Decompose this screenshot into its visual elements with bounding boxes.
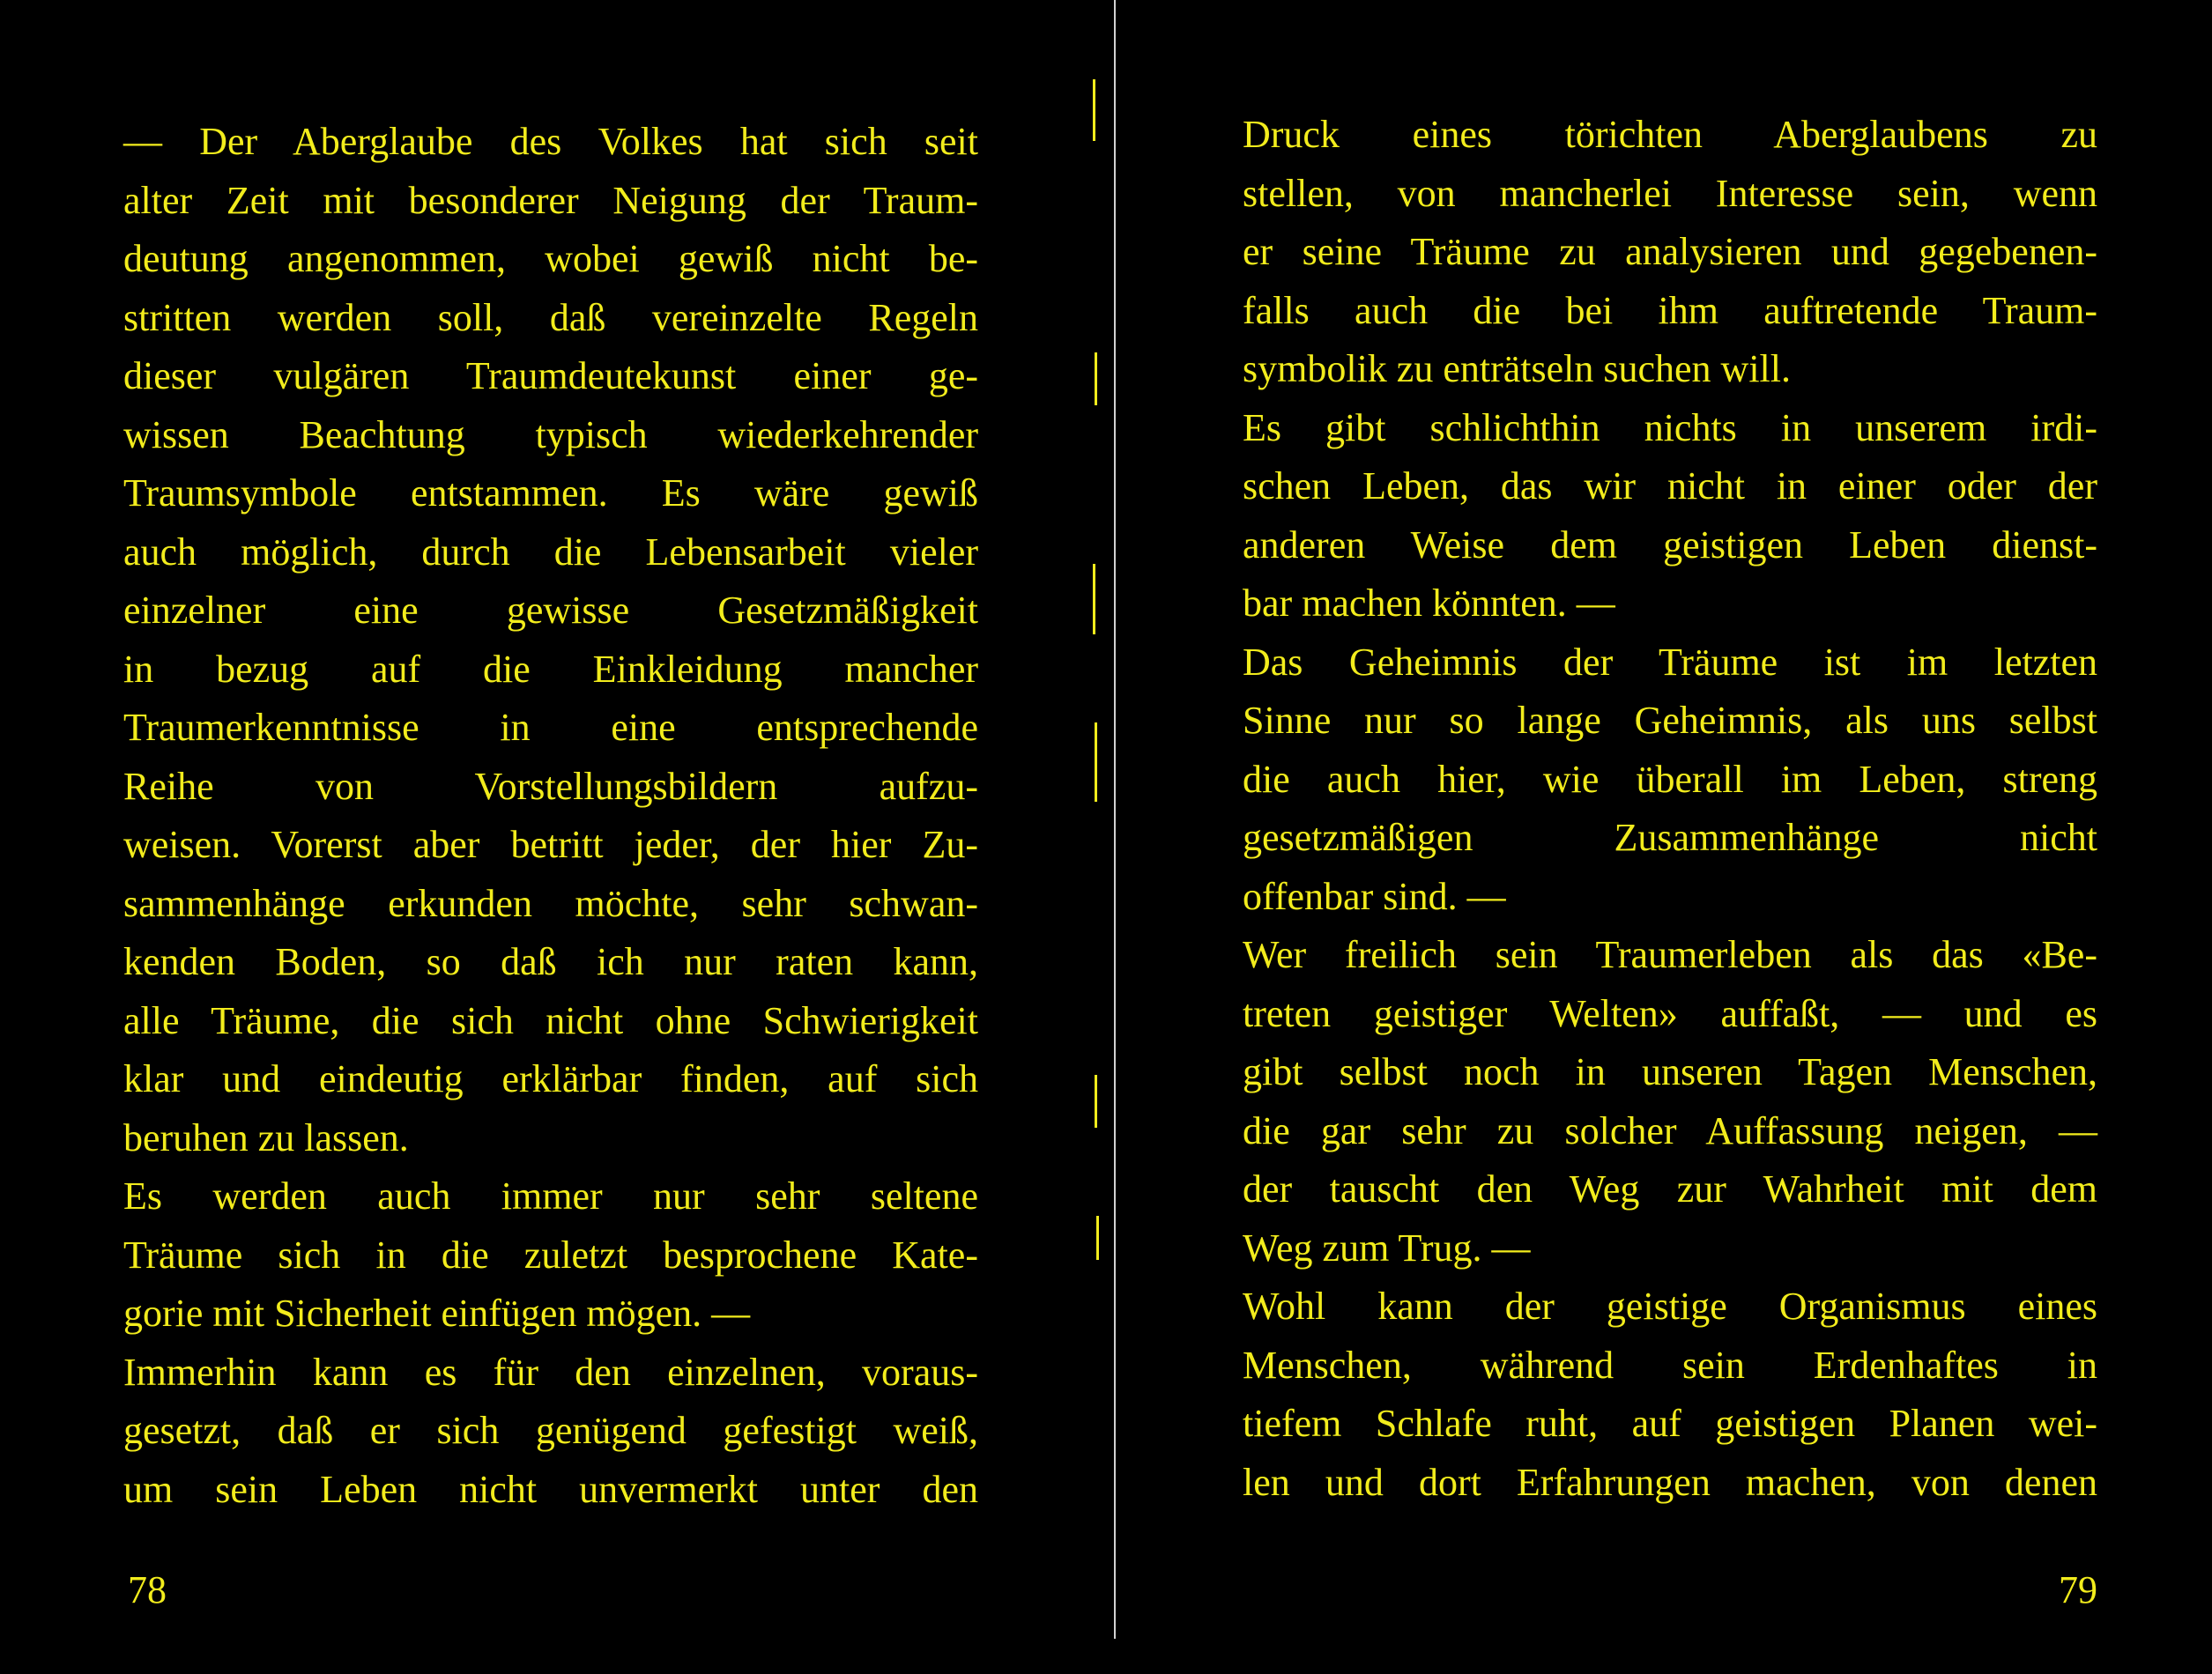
text-line: gesetzmäßigen Zusammenhänge nicht (1243, 816, 2097, 859)
text-line: treten geistiger Welten» auffaßt, — und es (1243, 991, 2097, 1035)
gutter-divider (1114, 0, 1116, 1639)
text-line: wissen Beachtung typisch wiederkehrender (123, 412, 978, 456)
text-line: bar machen könnten. — (1243, 581, 1615, 625)
text-line: alle Träume, die sich nicht ohne Schwierigkeit (123, 998, 978, 1042)
gutter-mark (1096, 1216, 1099, 1260)
text-line: Traumsymbole entstammen. Es wäre gewiß (123, 471, 978, 515)
text-line: Sinne nur so lange Geheimnis, als uns selbst (1243, 699, 2097, 742)
text-line: falls auch die bei ihm auftretende Traum- (1243, 288, 2097, 332)
text-line: Träume sich in die zuletzt besprochene Kate- (123, 1233, 978, 1277)
text-line: tiefem Schlafe ruht, auf geistigen Planen wei- (1243, 1402, 2097, 1445)
text-line: klar und eindeutig erklärbar finden, auf sich (123, 1057, 978, 1100)
gutter-mark (1095, 352, 1097, 405)
text-line: schen Leben, das wir nicht in einer oder der (1243, 464, 2097, 507)
text-line: offenbar sind. — (1243, 874, 1506, 918)
text-line: gorie mit Sicherheit einfügen mögen. — (123, 1292, 751, 1335)
text-line: in bezug auf die Einkleidung mancher (123, 647, 978, 691)
left-page-text (123, 113, 978, 1519)
text-line: um sein Leben nicht unvermerkt unter den (123, 1467, 978, 1511)
text-line: symbolik zu enträtseln suchen will. (1243, 347, 1791, 390)
text-line: Immerhin kann es für den einzelnen, voraus- (123, 1350, 978, 1394)
text-line: gibt selbst noch in unseren Tagen Menschen, (1243, 1050, 2097, 1093)
text-line: er seine Träume zu analysieren und gegebenen- (1243, 230, 2097, 273)
text-line: deutung angenommen, wobei gewiß nicht be- (123, 237, 978, 280)
text-line: anderen Weise dem geistigen Leben dienst- (1243, 522, 2097, 567)
page-number-left: 78 (128, 1568, 167, 1611)
text-line: der tauscht den Weg zur Wahrheit mit dem (1243, 1167, 2097, 1211)
text-line: kenden Boden, so daß ich nur raten kann, (123, 940, 978, 983)
text-line: Es gibt schlichthin nichts in unserem irdi- (1243, 405, 2097, 449)
text-line: die gar sehr zu solcher Auffassung neigen, — (1243, 1108, 2097, 1152)
text-line: weisen. Vorerst aber betritt jeder, der hier Zu- (123, 823, 978, 866)
text-line: Druck eines törichten Aberglaubens zu (1243, 113, 2097, 156)
text-line: sammenhänge erkunden möchte, sehr schwan- (123, 881, 978, 925)
text-line: — Der Aberglaube des Volkes hat sich seit (123, 120, 978, 163)
text-line: Wer freilich sein Traumerleben als das «Be- (1243, 933, 2097, 976)
right-page-text (1243, 106, 2097, 1512)
text-line: einzelner eine gewisse Gesetzmäßigkeit (123, 589, 978, 632)
text-line: dieser vulgären Traumdeutekunst einer ge- (123, 354, 978, 397)
text-line: stritten werden soll, daß vereinzelte Regeln (123, 295, 978, 339)
text-line: stellen, von mancherlei Interesse sein, wenn (1243, 171, 2097, 215)
text-line: len und dort Erfahrungen machen, von denen (1243, 1460, 2097, 1504)
text-line: auch möglich, durch die Lebensarbeit vieler (123, 530, 978, 574)
page-number-right: 79 (2059, 1568, 2097, 1611)
gutter-mark (1093, 564, 1095, 634)
text-line: gesetzt, daß er sich genügend gefestigt weiß, (123, 1409, 978, 1452)
gutter-mark (1093, 79, 1095, 141)
text-line: Reihe von Vorstellungsbildern aufzu- (123, 764, 978, 808)
text-line: alter Zeit mit besonderer Neigung der Traum- (123, 178, 978, 222)
text-line: Es werden auch immer nur sehr seltene (123, 1174, 978, 1218)
text-line: Menschen, während sein Erdenhaftes in (1243, 1343, 2097, 1387)
gutter-mark (1095, 1075, 1097, 1128)
text-line: Das Geheimnis der Träume ist im letzten (1243, 640, 2097, 684)
text-line: beruhen zu lassen. (123, 1115, 409, 1159)
text-line: Traumerkenntnisse in eine entsprechende (123, 706, 978, 749)
text-line: die auch hier, wie überall im Leben, streng (1243, 757, 2097, 801)
gutter-mark (1095, 722, 1097, 802)
text-line: Weg zum Trug. — (1243, 1226, 1531, 1270)
text-line: Wohl kann der geistige Organismus eines (1243, 1285, 2097, 1328)
